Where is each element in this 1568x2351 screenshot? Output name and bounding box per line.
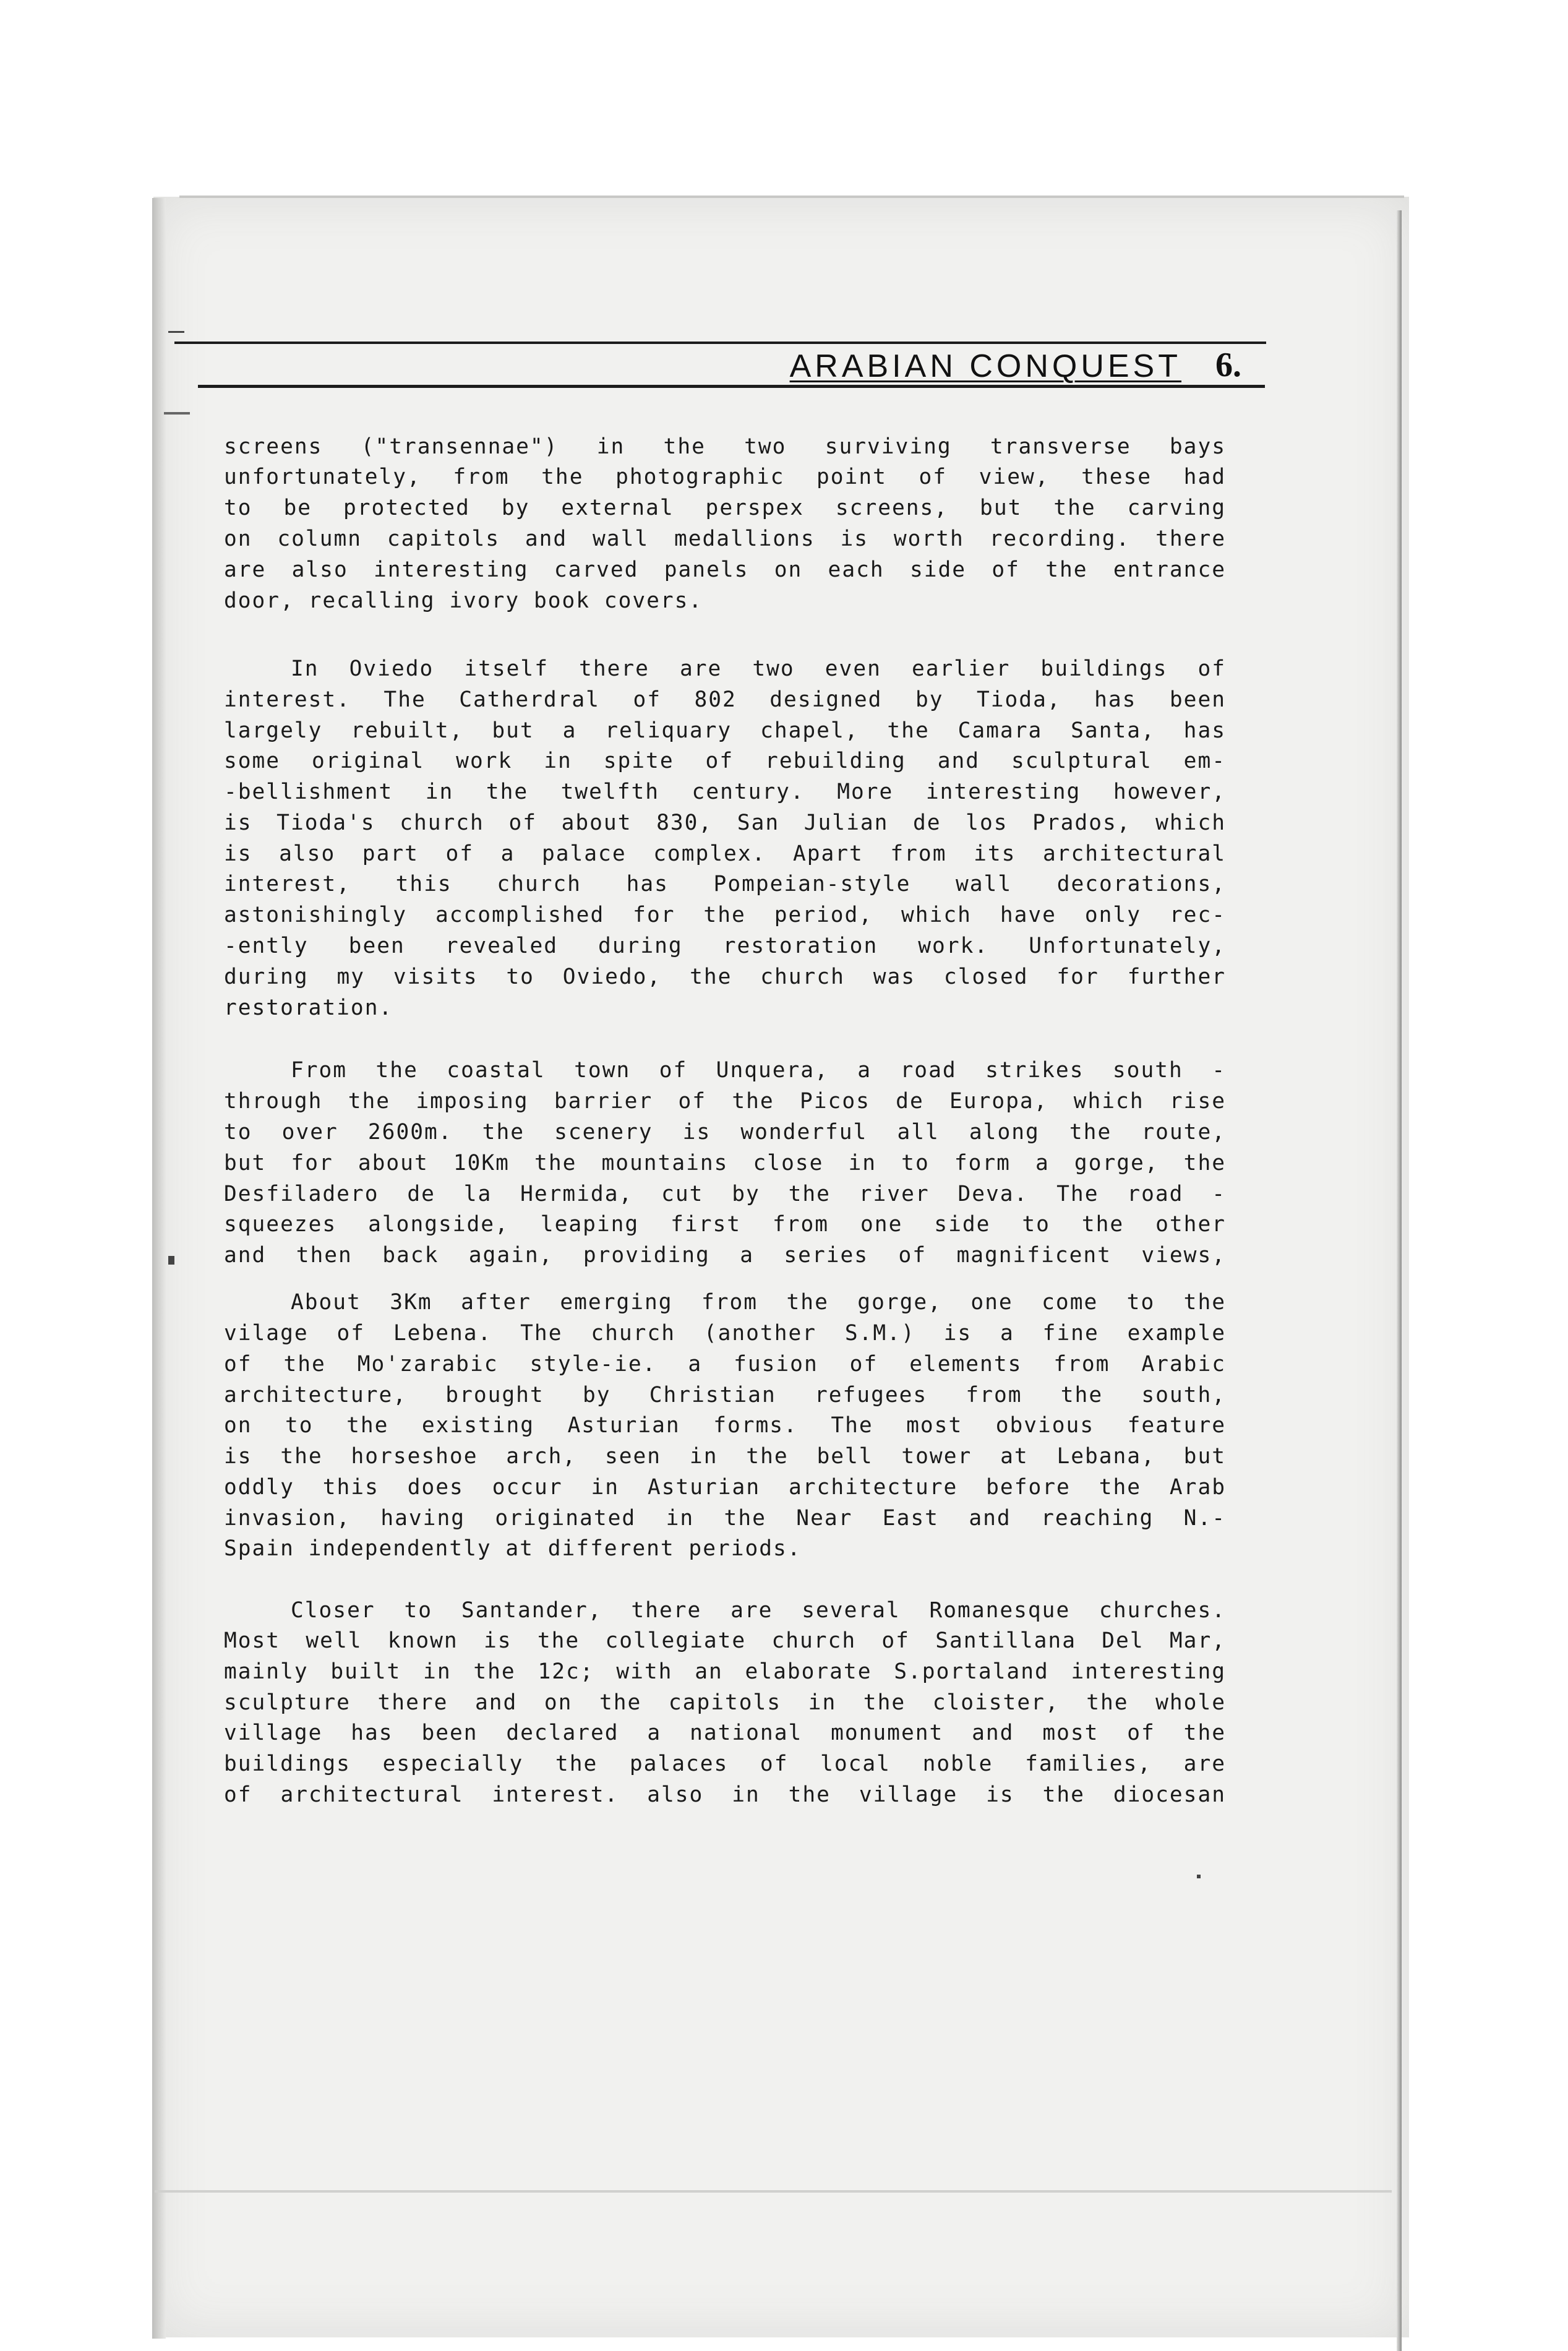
text-line: interest, this church has Pompeian-style wall decorations, (224, 872, 1226, 896)
header-rule-bottom (198, 385, 1265, 388)
text-line: to be protected by external perspex screens, but the carving (224, 496, 1226, 520)
text-line: Closer to Santander, there are several Romanesque churches. (291, 1598, 1226, 1623)
sheet-left-edge (152, 198, 166, 2339)
text-line: Spain independently at different periods. (224, 1536, 802, 1561)
text-line: is also part of a palace complex. Apart from its architectural (224, 841, 1226, 866)
text-line: restoration. (224, 995, 393, 1020)
text-line: sculpture there and on the capitols in the cloister, the whole (224, 1690, 1226, 1715)
sheet-right-edge (1397, 210, 1402, 2351)
text-line: -ently been revealed during restoration work. Unfortunately, (224, 934, 1226, 958)
text-line: and then back again, providing a series of magnificent views, (224, 1243, 1226, 1268)
header-rule-top (174, 342, 1266, 344)
text-line: but for about 10Km the mountains close in to form a gorge, the (224, 1151, 1226, 1176)
text-line: to over 2600m. the scenery is wonderful all along the route, (224, 1120, 1226, 1145)
sheet-top-edge (179, 196, 1404, 198)
text-line: through the imposing barrier of the Picos de Europa, which rise (224, 1089, 1226, 1114)
text-line: About 3Km after emerging from the gorge, one come to the (291, 1290, 1226, 1315)
text-line: are also interesting carved panels on each side of the entrance (224, 557, 1226, 582)
text-line: mainly built in the 12c; with an elaborate S.portaland interesting (224, 1659, 1226, 1684)
text-line: In Oviedo itself there are two even earlier buildings of (291, 656, 1226, 681)
text-line: village has been declared a national monument and most of the (224, 1721, 1226, 1745)
text-line: buildings especially the palaces of local noble families, are (224, 1751, 1226, 1776)
running-header-title: ARABIAN CONQUEST (789, 348, 1181, 384)
text-line: astonishingly accomplished for the period, which have only rec- (224, 903, 1226, 927)
text-line: -bellishment in the twelfth century. More interesting however, (224, 780, 1226, 804)
text-line: some original work in spite of rebuilding and sculptural em- (224, 749, 1226, 773)
text-line: largely rebuilt, but a reliquary chapel, the Camara Santa, has (224, 718, 1226, 743)
text-line: Most well known is the collegiate church of Santillana Del Mar, (224, 1628, 1226, 1653)
text-line: during my visits to Oviedo, the church was closed for further (224, 965, 1226, 989)
text-line: architecture, brought by Christian refugees from the south, (224, 1383, 1226, 1408)
text-line: From the coastal town of Unquera, a road strikes south - (291, 1058, 1226, 1083)
scan-speck (1197, 1875, 1201, 1878)
text-line: unfortunately, from the photographic point of view, these had (224, 465, 1226, 489)
text-line: invasion, having originated in the Near East and reaching N.- (224, 1506, 1226, 1531)
scan-speck (168, 331, 184, 333)
scan-speck (168, 1256, 174, 1265)
text-line: door, recalling ivory book covers. (224, 588, 703, 613)
text-line: is the horseshoe arch, seen in the bell tower at Lebana, but (224, 1444, 1226, 1469)
text-line: of architectural interest. also in the village is the diocesan (224, 1782, 1226, 1807)
text-line: vilage of Lebena. The church (another S.M.) is a fine example (224, 1321, 1226, 1346)
text-line: is Tioda's church of about 830, San Julian de los Prados, which (224, 810, 1226, 835)
page-number: 6. (1215, 346, 1241, 384)
text-line: on column capitols and wall medallions is worth recording. there (224, 527, 1226, 551)
sheet-bottom-edge (155, 2190, 1392, 2193)
text-line: screens ("transennae") in the two surviving transverse bays (224, 434, 1226, 459)
scan-speck (164, 412, 190, 415)
text-line: interest. The Catherdral of 802 designed by Tioda, has been (224, 687, 1226, 712)
text-line: Desfiladero de la Hermida, cut by the river Deva. The road - (224, 1182, 1226, 1206)
text-line: of the Mo'zarabic style-ie. a fusion of elements from Arabic (224, 1352, 1226, 1377)
text-line: on to the existing Asturian forms. The most obvious feature (224, 1413, 1226, 1438)
text-line: oddly this does occur in Asturian architecture before the Arab (224, 1475, 1226, 1500)
text-line: squeezes alongside, leaping first from one side to the other (224, 1212, 1226, 1237)
